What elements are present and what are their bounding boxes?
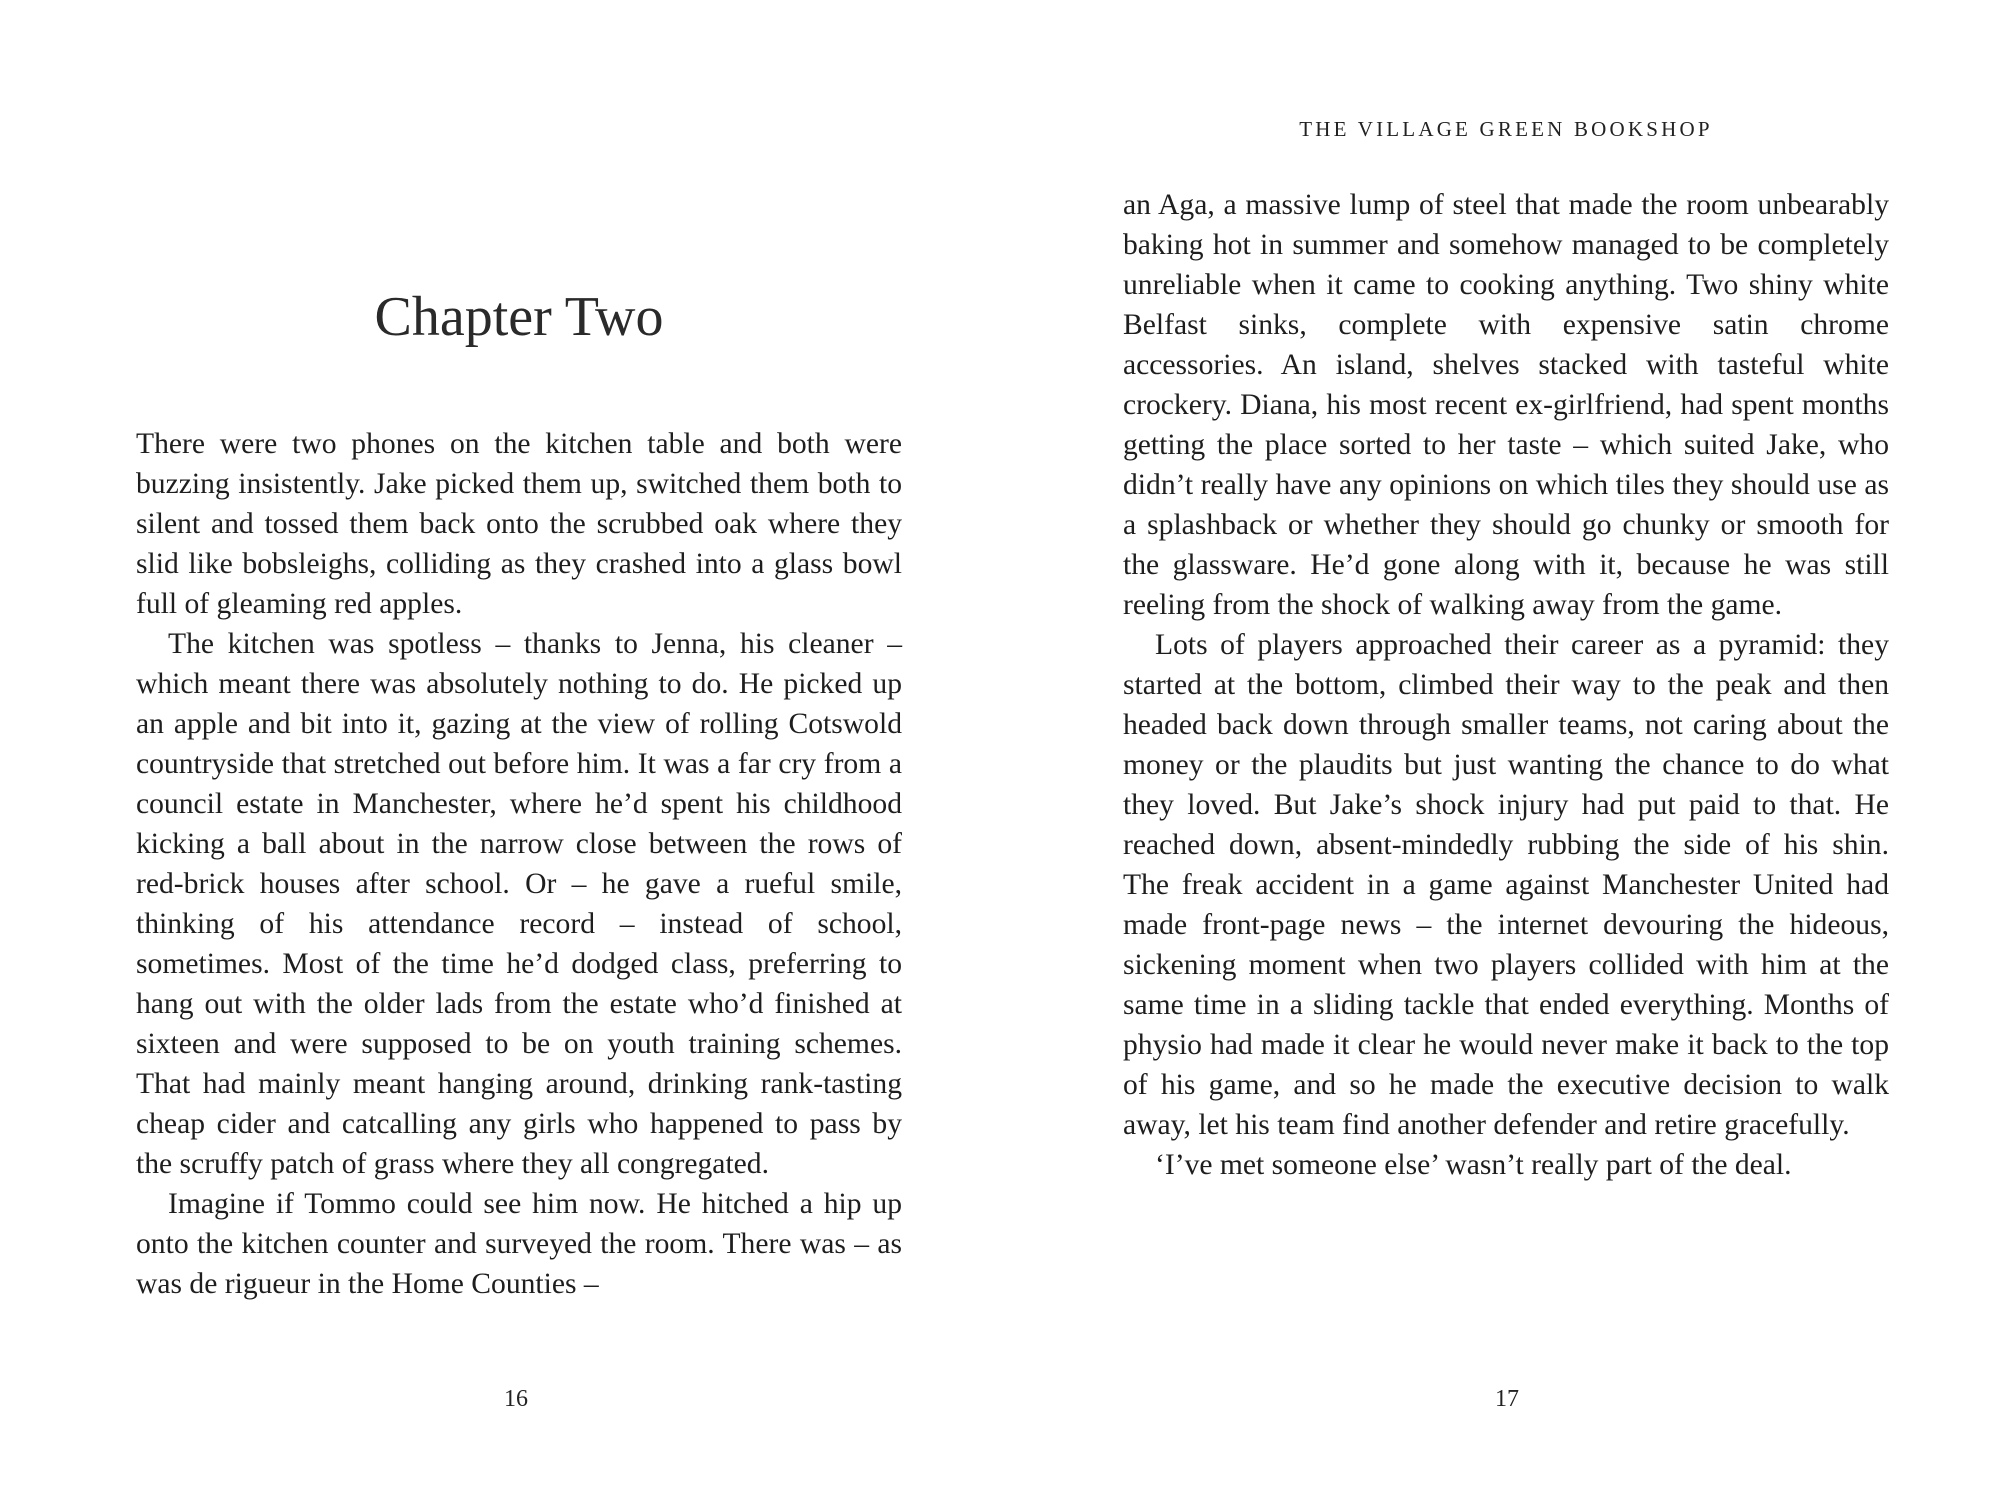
paragraph: Imagine if Tommo could see him now. He hitched a hip up onto the kitchen counter and surveyed the room. There was – as was de rigueur in the Home Counties – [136,1188,902,1300]
page-number-right: 17 [1495,1386,1519,1412]
left-page-body [136,424,902,1304]
chapter-title: Chapter Two [374,286,664,348]
paragraph: There were two phones on the kitchen table and both were buzzing insistently. Jake picked them up, switched them both to silent and tossed them back onto the scrubbed oak where they slid like bobsleighs, colliding as they crashed into a glass bowl full of gleaming red apples. [136,428,902,620]
page-number-left: 16 [504,1386,528,1412]
paragraph: Lots of players approached their career as a pyramid: they started at the bottom, climbed their way to the peak and then headed back down through smaller teams, not caring about the money or the plaudits but just wanting the chance to do what they loved. But Jake’s shock injury had put paid to that. He reached down, absent-mindedly rubbing the side of his shin. The freak accident in a game against Manchester United had made front-page news – the internet devouring the hideous, sickening moment when two players collided with him at the same time in a sliding tackle that ended everything. Months of physio had made it clear he would never make it back to the top of his game, and so he made the executive decision to walk away, let his team find another defender and retire gracefully. [1123,629,1889,1141]
paragraph: ‘I’ve met someone else’ wasn’t really part of the deal. [1155,1149,1792,1181]
right-page-body [1123,185,1889,1185]
running-head: THE VILLAGE GREEN BOOKSHOP [1299,117,1713,141]
paragraph: The kitchen was spotless – thanks to Jenna, his cleaner – which meant there was absolutely nothing to do. He picked up an apple and bit into it, gazing at the view of rolling Cotswold countryside that stretched out before him. It was a far cry from a council estate in Manchester, where he’d spent his childhood kicking a ball about in the narrow close between the rows of red-brick houses after school. Or – he gave a rueful smile, thinking of his attendance record – instead of school, sometimes. Most of the time he’d dodged class, preferring to hang out with the older lads from the estate who’d finished at sixteen and were supposed to be on youth training schemes. That had mainly meant hanging around, drinking rank-tasting cheap cider and catcalling any girls who happened to pass by the scruffy patch of grass where they all congregated. [136,628,902,1180]
paragraph: an Aga, a massive lump of steel that made the room unbearably baking hot in summer and somehow managed to be completely unreliable when it came to cooking anything. Two shiny white Belfast sinks, complete with expensive satin chrome accessories. An island, shelves stacked with tasteful white crockery. Diana, his most recent ex-girlfriend, had spent months getting the place sorted to her taste – which suited Jake, who didn’t really have any opinions on which tiles they should use as a splashback or whether they should go chunky or smooth for the glassware. He’d gone along with it, because he was still reeling from the shock of walking away from the game. [1123,189,1889,621]
